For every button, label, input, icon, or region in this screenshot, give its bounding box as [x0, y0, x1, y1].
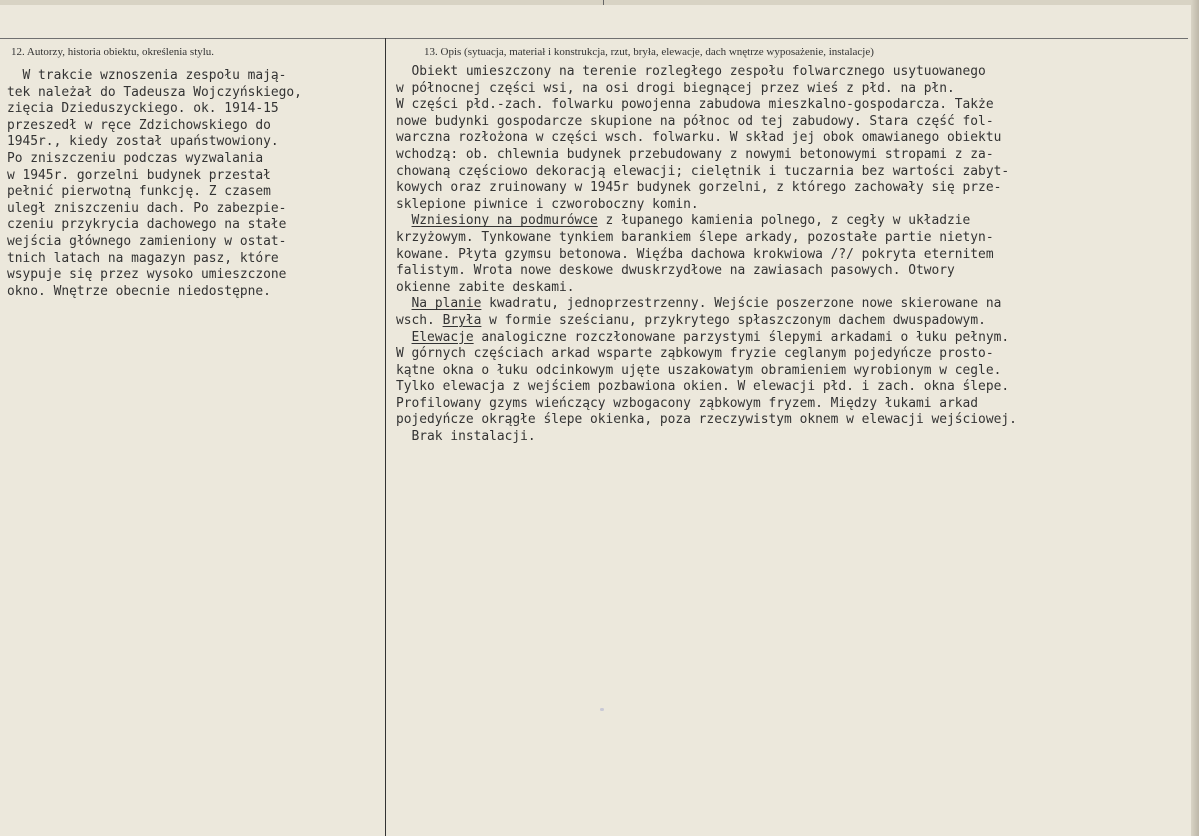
history-line: W trakcie wznoszenia zespołu mają-	[7, 68, 287, 83]
text-segment: nowe budynki gospodarcze skupione na północ od tej zabudowy. Stara część fol-	[396, 113, 994, 129]
history-line: 1945r., kiedy został upaństwowiony.	[7, 134, 279, 150]
description-line	[396, 396, 1017, 413]
text-segment: Profilowany gzyms wieńczący wzbogacony ząbkowym fryzem. Między łukami arkad	[396, 395, 979, 411]
description-text	[396, 64, 1017, 446]
description-line	[396, 230, 1017, 247]
description-line	[396, 213, 1017, 230]
description-line	[396, 296, 1017, 313]
history-line: wsypuje się przez wysoko umieszczone	[7, 267, 287, 283]
description-line	[396, 247, 1017, 264]
text-segment	[396, 330, 412, 345]
description-line	[396, 164, 1017, 181]
text-segment: Tylko elewacja z wejściem pozbawiona okien. W elewacji płd. i zach. okna ślepe.	[396, 379, 1010, 395]
text-segment: z łupanego kamienia polnego, z cegły w układzie	[597, 213, 971, 229]
text-segment: sklepione piwnice i czworoboczny komin.	[396, 196, 699, 212]
description-line	[396, 180, 1017, 197]
description-line	[396, 130, 1017, 147]
underlined-keyword: Wzniesiony na podmurówce	[411, 213, 598, 229]
text-segment: Brak instalacji.	[396, 429, 536, 445]
history-line: przeszedł w ręce Zdzichowskiego do	[7, 117, 271, 133]
text-segment: kowych oraz zruinowany w 1945r budynek gorzelni, z którego zachowały się prze-	[396, 180, 1002, 196]
history-line: uległ zniszczeniu dach. Po zabezpie-	[7, 200, 287, 216]
text-segment: warczna rozłożona w części wsch. folwarku. W skład jej obok omawianego obiektu	[396, 130, 1002, 146]
description-line	[396, 147, 1017, 164]
text-segment: W części płd.-zach. folwarku powojenna zabudowa mieszkalno-gospodarcza. Także	[396, 97, 994, 113]
section-13-header: 13. Opis (sytuacja, materiał i konstrukcja, rzut, bryła, elewacje, dach wnętrze wyposażenie, instalacje)	[424, 46, 874, 58]
page-edge	[1191, 0, 1199, 836]
description-line	[396, 313, 1017, 330]
column-divider	[385, 38, 386, 836]
header-divider	[0, 38, 1188, 39]
text-segment: krzyżowym. Tynkowane tynkiem barankiem ślepe arkady, pozostałe partie nietyn-	[396, 229, 994, 245]
history-line: tnich latach na magazyn pasz, które	[7, 250, 279, 266]
text-segment: wsch.	[396, 312, 443, 328]
ink-speck	[600, 708, 604, 711]
text-segment: analogiczne rozczłonowane parzystymi ślepymi arkadami o łuku pełnym.	[473, 329, 1010, 345]
text-segment: pojedyńcze okrągłe ślepe okienka, poza rzeczywistym oknem w elewacji wejściowej.	[396, 412, 1017, 428]
history-line: czeniu przykrycia dachowego na stałe	[7, 217, 287, 233]
description-line	[396, 379, 1017, 396]
description-line	[396, 64, 1017, 81]
history-line: okno. Wnętrze obecnie niedostępne.	[7, 283, 271, 299]
text-segment: falistym. Wrota nowe deskowe dwuskrzydłowe na zawiasach pasowych. Otwory	[396, 263, 955, 279]
underlined-keyword: Bryła	[442, 312, 482, 328]
text-segment: wchodzą: ob. chlewnia budynek przebudowany z nowymi betonowymi stropami z za-	[396, 146, 994, 162]
description-line	[396, 81, 1017, 98]
history-line: zięcia Dzieduszyckiego. ok. 1914-15	[7, 101, 279, 117]
description-line	[396, 280, 1017, 297]
history-line: wejścia głównego zamieniony w ostat-	[7, 233, 287, 249]
history-text	[7, 68, 302, 300]
history-line: pełnić pierwotną funkcję. Z czasem	[7, 184, 271, 200]
description-line	[396, 97, 1017, 114]
description-line	[396, 429, 1017, 446]
history-line: Po zniszczeniu podczas wyzwalania	[7, 150, 264, 166]
description-line	[396, 363, 1017, 380]
text-segment: okienne zabite deskami.	[396, 279, 575, 295]
text-segment: kwadratu, jednoprzestrzenny. Wejście poszerzone nowe skierowane na	[481, 296, 1002, 312]
description-line	[396, 197, 1017, 214]
text-segment: w północnej części wsi, na osi drogi biegnącej przez wieś z płd. na płn.	[396, 80, 955, 96]
text-segment	[396, 296, 412, 311]
description-line	[396, 346, 1017, 363]
text-segment: W górnych częściach arkad wsparte ząbkowym fryzie ceglanym pojedyńcze prosto-	[396, 346, 994, 362]
description-line	[396, 263, 1017, 280]
text-segment: kątne okna o łuku odcinkowym ujęte uszakowatym obramieniem wyrobionym w cegle.	[396, 362, 1002, 378]
history-line: tek należał do Tadeusza Wojczyńskiego,	[7, 84, 302, 100]
section-12-header: 12. Autorzy, historia obiektu, określenia stylu.	[11, 46, 215, 58]
description-line	[396, 412, 1017, 429]
underlined-keyword: Na planie	[411, 296, 482, 312]
text-segment: kowane. Płyta gzymsu betonowa. Więźba dachowa krokwiowa /?/ pokryta eternitem	[396, 246, 994, 262]
top-edge	[0, 0, 1199, 5]
description-line	[396, 330, 1017, 347]
text-segment: Obiekt umieszczony na terenie rozległego zespołu folwarcznego usytuowanego	[396, 64, 986, 79]
description-line	[396, 114, 1017, 131]
underlined-keyword: Elewacje	[411, 329, 474, 345]
text-segment	[396, 213, 412, 228]
history-line: w 1945r. gorzelni budynek przestał	[7, 167, 271, 183]
text-segment: chowaną częściowo dekoracją elewacji; cielętnik i tuczarnia bez wartości zabyt-	[396, 163, 1010, 179]
text-segment: w formie sześcianu, przykrytego spłaszczonym dachem dwuspadowym.	[481, 312, 986, 328]
